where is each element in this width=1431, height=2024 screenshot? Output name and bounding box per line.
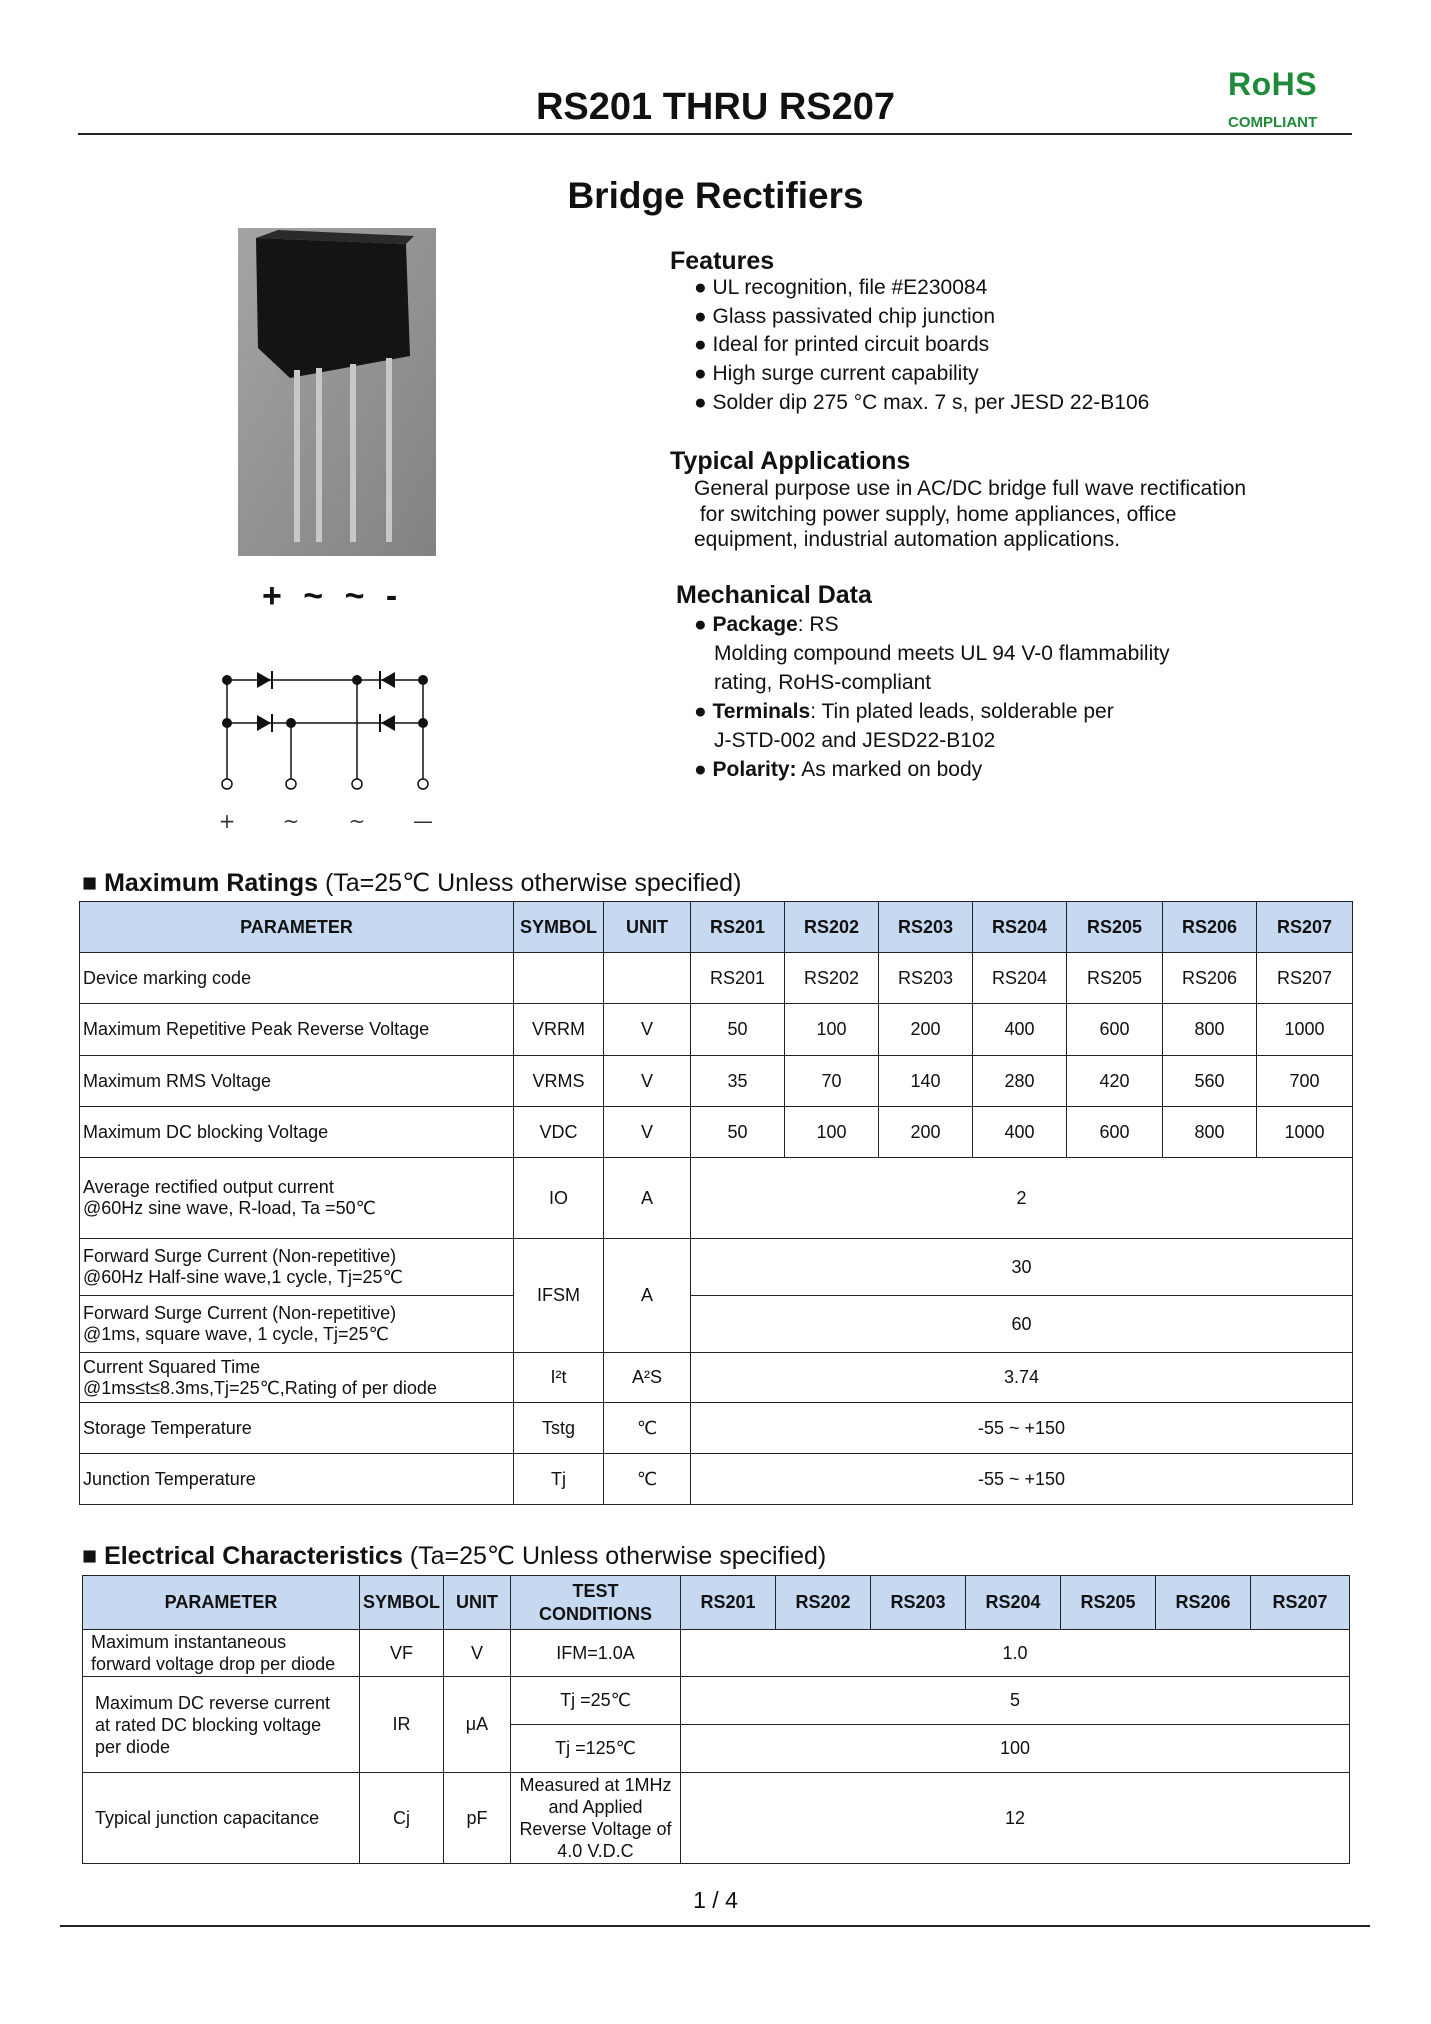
feature-item: ● Ideal for printed circuit boards [694, 333, 990, 357]
table-row: Forward Surge Current (Non-repetitive) @60Hz Half-sine wave,1 cycle, Tj=25℃ IFSM A 30 [80, 1239, 1353, 1296]
max-ratings-table [79, 901, 1353, 1505]
table-row: Maximum DC reverse current at rated DC blocking voltage per diode IR μA Tj =25℃ 5 [83, 1677, 1350, 1725]
circuit-label-ac1: ~ [282, 809, 300, 833]
page-number: 1 / 4 [693, 1887, 738, 1913]
header-rule [78, 133, 1352, 135]
col-header: TEST CONDITIONS [511, 1576, 681, 1630]
col-header: RS205 [1061, 1576, 1156, 1630]
col-header: RS202 [776, 1576, 871, 1630]
col-header: UNIT [444, 1576, 511, 1630]
col-header: RS207 [1257, 902, 1353, 953]
mech-package: ● Package: RS [694, 613, 839, 636]
col-header: RS203 [879, 902, 973, 953]
table-row: Typical junction capacitance Cj pF Measured at 1MHz and Applied Reverse Voltage of 4.0 V.D.C 12 [83, 1773, 1350, 1864]
col-header: RS203 [871, 1576, 966, 1630]
col-header: PARAMETER [80, 902, 514, 953]
table-row: Average rectified output current @60Hz sine wave, R-load, Ta =50℃ IO A 2 [80, 1158, 1353, 1239]
applications-line: General purpose use in AC/DC bridge full wave rectification [694, 477, 1247, 500]
col-header: RS204 [973, 902, 1067, 953]
table-row: Tj =125℃ 100 [83, 1725, 1350, 1773]
col-header: RS205 [1067, 902, 1163, 953]
table-row: Forward Surge Current (Non-repetitive) @1ms, square wave, 1 cycle, Tj=25℃ 60 [80, 1296, 1353, 1353]
mechanical-list [694, 610, 1170, 784]
col-header: RS204 [966, 1576, 1061, 1630]
table-row: Maximum DC blocking Voltage VDC V 50 100 200 400 600 800 1000 [80, 1107, 1353, 1158]
circuit-label-minus: — [413, 809, 433, 833]
features-title: Features [670, 247, 775, 275]
col-header: RS201 [681, 1576, 776, 1630]
table-row: Maximum Repetitive Peak Reverse Voltage VRRM V 50 100 200 400 600 800 1000 [80, 1004, 1353, 1056]
max-ratings-heading: ■ Maximum Ratings (Ta=25℃ Unless otherwise specified) [82, 869, 742, 897]
mech-package-line: rating, RoHS-compliant [714, 671, 932, 694]
col-header: SYMBOL [514, 902, 604, 953]
table-row: Maximum RMS Voltage VRMS V 35 70 140 280 420 560 700 [80, 1056, 1353, 1107]
pin-symbols: + ~ ~ - [262, 577, 404, 615]
col-header: RS206 [1156, 1576, 1251, 1630]
features-list [694, 274, 1149, 418]
col-header: RS201 [691, 902, 785, 953]
mech-polarity: ● Polarity: As marked on body [694, 758, 983, 781]
col-header: RS202 [785, 902, 879, 953]
feature-item: ● UL recognition, file #E230084 [694, 276, 988, 299]
table-row: Storage Temperature Tstg ℃ -55 ~ +150 [80, 1403, 1353, 1454]
bridge-circuit-diagram [205, 660, 445, 840]
product-photo [238, 228, 436, 556]
applications-text [694, 476, 1246, 553]
rohs-compliant-label: COMPLIANT [1228, 114, 1318, 131]
page-subtitle: Bridge Rectifiers [567, 175, 864, 216]
table-row: Junction Temperature Tj ℃ -55 ~ +150 [80, 1454, 1353, 1505]
table-row: Current Squared Time @1ms≤t≤8.3ms,Tj=25℃,Rating of per diode I²t A²S 3.74 [80, 1353, 1353, 1403]
feature-item: ● Solder dip 275 °C max. 7 s, per JESD 22-B106 [694, 390, 1150, 414]
applications-title: Typical Applications [670, 447, 911, 475]
feature-item: ● Glass passivated chip junction [694, 304, 996, 328]
circuit-label-plus: + [218, 809, 236, 833]
footer-rule [60, 1925, 1370, 1927]
elec-heading: ■ Electrical Characteristics (Ta=25℃ Unless otherwise specified) [82, 1542, 827, 1570]
circuit-label-ac2: ~ [348, 809, 366, 833]
rohs-logo: RoHS [1228, 66, 1318, 102]
col-header: UNIT [604, 902, 691, 953]
col-header: PARAMETER [83, 1576, 360, 1630]
applications-line: equipment, industrial automation applications. [694, 528, 1121, 551]
applications-line: for switching power supply, home appliances, office [694, 502, 1177, 526]
feature-item: ● High surge current capability [694, 362, 979, 386]
mechanical-title: Mechanical Data [676, 581, 872, 609]
col-header: SYMBOL [360, 1576, 444, 1630]
mech-terminals-line: J-STD-002 and JESD22-B102 [714, 729, 996, 752]
col-header: RS206 [1163, 902, 1257, 953]
mech-package-line: Molding compound meets UL 94 V-0 flammability [714, 642, 1170, 665]
table-row: Device marking code RS201 RS202 RS203 RS204 RS205 RS206 RS207 [80, 953, 1353, 1004]
col-header: RS207 [1251, 1576, 1350, 1630]
document-title: RS201 THRU RS207 [535, 86, 896, 128]
elec-table [82, 1575, 1350, 1864]
table-row: Maximum instantaneous forward voltage drop per diode VF V IFM=1.0A 1.0 [83, 1630, 1350, 1677]
mech-terminals: ● Terminals: Tin plated leads, solderable per [694, 700, 1114, 723]
